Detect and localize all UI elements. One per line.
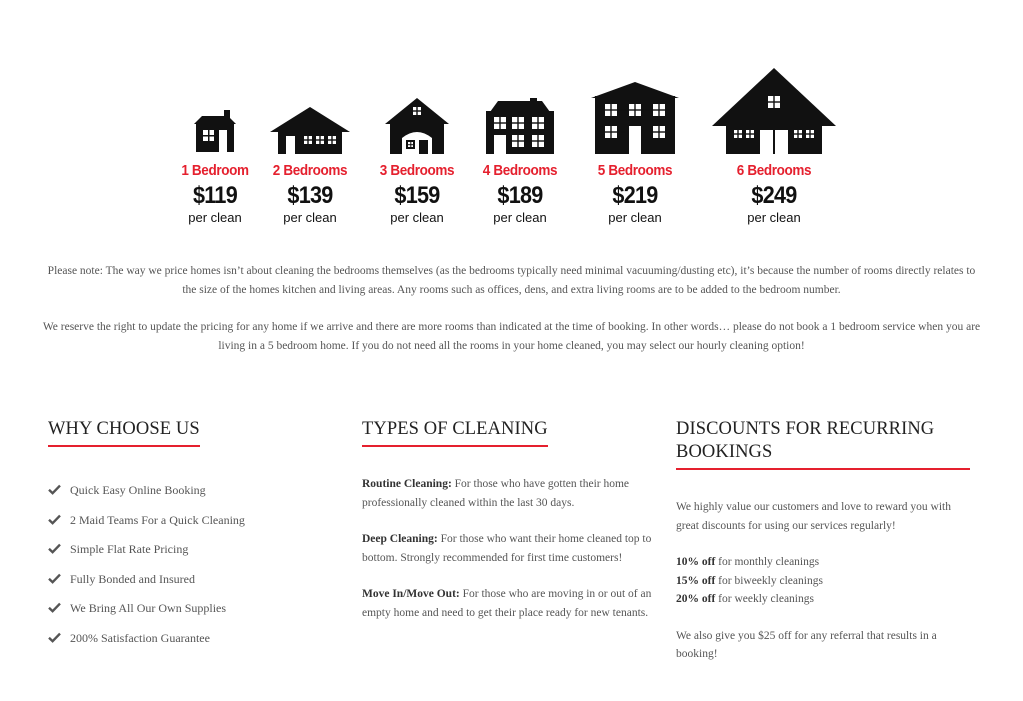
bedroom-count-label: 4 Bedrooms [482,162,558,179]
section-title: DISCOUNTS FOR RECURRING BOOKINGS [676,418,970,470]
price-value: $139 [287,182,333,209]
cleaning-type-text: For those who have gotten their home professionally cleaned within the last 30 days. [362,478,630,509]
price-value: $219 [612,182,658,209]
list-item [48,601,245,631]
bedroom-count-label: 2 Bedrooms [272,162,348,179]
section-title: TYPES OF CLEANING [362,418,548,447]
types-of-cleaning-section [362,418,652,658]
bedroom-count-label: 5 Bedrooms [597,162,673,179]
list-item [48,631,245,661]
house-5-bedrooms-icon [591,82,679,154]
house-4-bedrooms-icon [484,98,556,154]
pricing-note: Please note: The way we price homes isn’t about cleaning the bedrooms themselves (as the bedrooms typically need minimal vacuuming/dusting etc), it’s because the number of rooms directly relates to the size of the homes kitchen and living areas. Any rooms such as offices, dens, and extra living rooms are to be added to the bedroom number. [47,265,976,296]
discount-text: for weekly cleanings [715,593,814,605]
per-clean-label: per clean [283,210,337,225]
discount-amount: 10% off [676,556,716,568]
price-card-4-bedrooms[interactable] [474,66,566,231]
list-item [48,542,245,572]
house-1-bedroom-icon [190,106,240,154]
bedroom-count-label: 6 Bedrooms [736,162,812,179]
checkmark-icon [48,573,62,588]
house-2-bedrooms-icon [270,106,350,154]
feature-label: 2 Maid Teams For a Quick Cleaning [70,512,245,527]
discount-rate-weekly [676,593,814,605]
feature-list [48,483,245,660]
per-clean-label: per clean [390,210,444,225]
checkmark-icon [48,602,62,617]
house-6-bedrooms-icon [712,68,836,154]
price-value: $159 [394,182,440,209]
discount-text: for biweekly cleanings [715,574,823,587]
per-clean-label: per clean [493,210,547,225]
bedroom-count-label: 3 Bedrooms [379,162,455,179]
bedroom-count-label: 1 Bedroom [181,162,249,179]
per-clean-label: per clean [747,210,801,225]
cleaning-type-routine [362,475,652,512]
feature-label: We Bring All Our Own Supplies [70,601,227,615]
feature-label: Fully Bonded and Insured [70,571,195,586]
cleaning-type-label: Move In/Move Out: [362,588,460,600]
price-card-1-bedroom[interactable] [172,66,258,231]
cleaning-type-deep [362,530,652,567]
discount-amount: 15% off [676,574,716,587]
why-choose-us-section [48,418,338,658]
discount-amount: 20% off [676,593,716,605]
discount-rate-monthly [676,556,819,568]
price-card-5-bedrooms[interactable] [585,66,685,231]
house-3-bedrooms-icon [384,96,450,154]
checkmark-icon [48,484,62,499]
feature-label: Quick Easy Online Booking [70,483,206,497]
cleaning-type-label: Routine Cleaning: [362,478,452,490]
referral-note: We also give you $25 off for any referral that results in a booking! [676,629,937,660]
price-value: $249 [751,182,797,209]
discounts-intro: We highly value our customers and love to reward you with great discounts for using our services regularly! [676,501,952,532]
per-clean-label: per clean [188,210,242,225]
discount-rate-biweekly [676,575,823,587]
feature-label: Simple Flat Rate Pricing [70,542,189,556]
section-title: WHY CHOOSE US [48,418,200,447]
discounts-section [676,418,972,668]
pricing-strip [0,66,1023,231]
per-clean-label: per clean [608,210,662,225]
checkmark-icon [48,632,62,647]
reserve-note: We reserve the right to update the pricing for any home if we arrive and there are more rooms than indicated at the time of booking. In other words… please do not book a 1 bedroom service when you are living in a 5 bedroom home. If you do not need all the rooms in your home cleaned, you may select our hourly cleaning option! [42,321,981,352]
list-item [48,572,245,602]
feature-label: 200% Satisfaction Guarantee [70,630,210,645]
price-card-2-bedrooms[interactable] [266,66,354,231]
price-value: $189 [497,182,543,209]
price-value: $119 [193,182,237,209]
cleaning-type-move [362,585,652,622]
price-card-3-bedrooms[interactable] [372,66,462,231]
discount-text: for monthly cleanings [715,556,820,568]
discount-rates [676,553,966,609]
cleaning-type-text: For those who want their home cleaned top to bottom. Strongly recommended for first time customers! [362,533,652,564]
cleaning-type-label: Deep Cleaning: [362,533,438,545]
list-item [48,483,245,513]
list-item [48,513,245,543]
price-card-6-bedrooms[interactable] [708,66,840,231]
cleaning-type-text: For those who are moving in or out of an empty home and need to get their place ready for new tenants. [362,588,652,619]
checkmark-icon [48,543,62,558]
checkmark-icon [48,514,62,529]
